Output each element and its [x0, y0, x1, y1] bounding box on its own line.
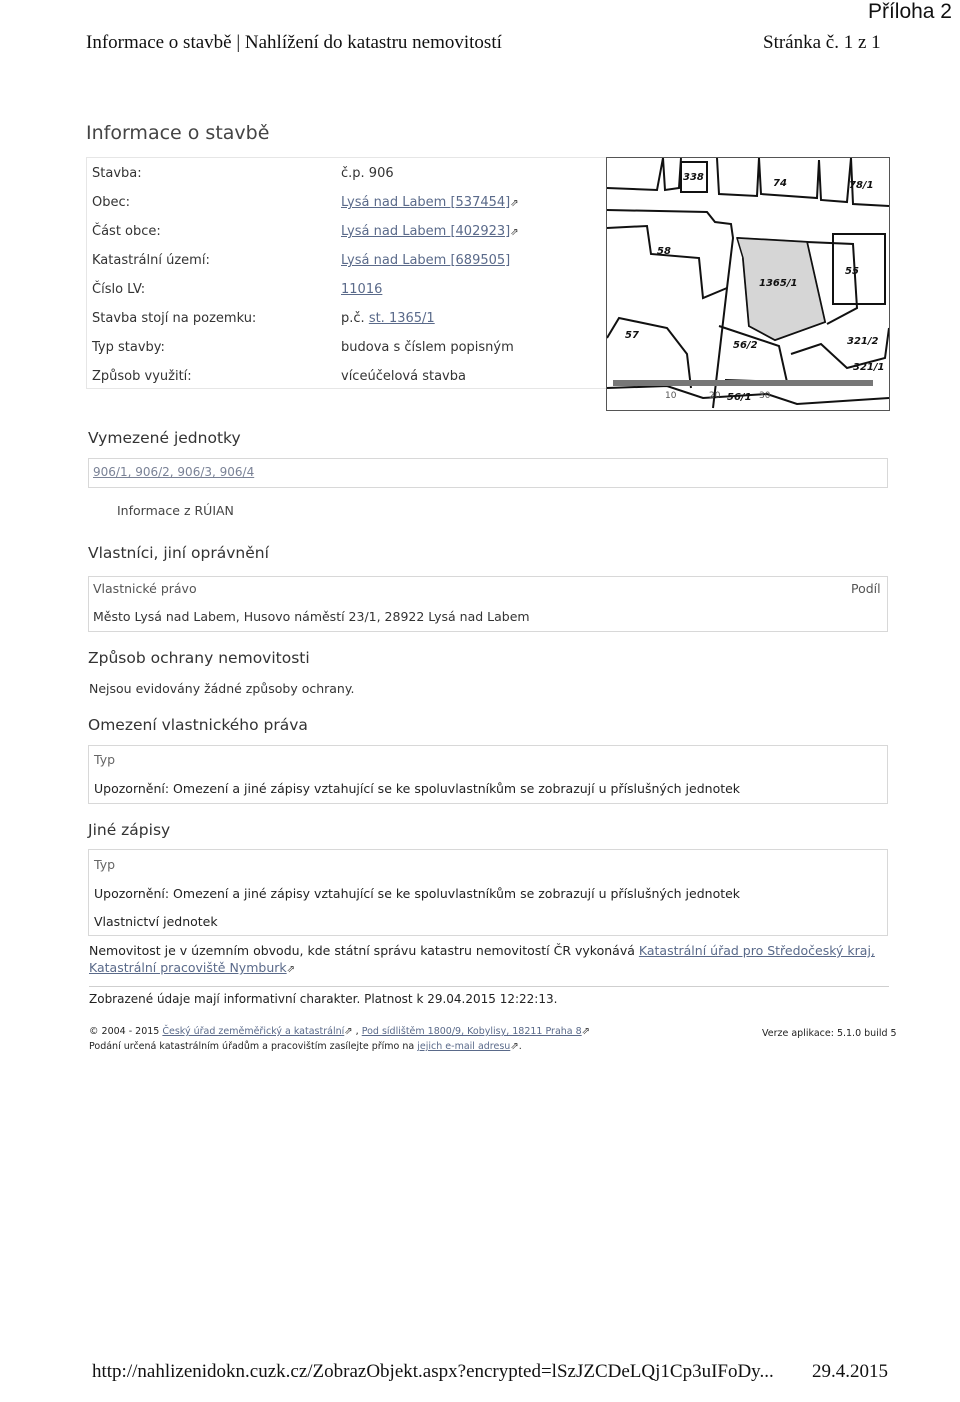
value-usage: víceúčelová stavba	[341, 369, 466, 384]
label-cadastral-area: Katastrální území:	[92, 253, 210, 268]
copyright-prefix: © 2004 - 2015	[89, 1026, 160, 1037]
ruian-link[interactable]: Informace z RÚIAN	[117, 503, 234, 518]
value-municipality-part[interactable]	[341, 224, 519, 239]
cuzk-link[interactable]: Český úřad zeměměřický a katastrální	[162, 1026, 345, 1037]
owner-row: Město Lysá nad Labem, Husovo náměstí 23/1, 28922 Lysá nad Labem	[93, 609, 530, 624]
print-footer-url: http://nahlizenidokn.cuzk.cz/ZobrazObjekt.aspx?encrypted=lSzJZCDeLQj1Cp3uIFoDy...	[92, 1361, 774, 1382]
other-record-row: Vlastnictví jednotek	[94, 914, 218, 929]
label-lv-number: Číslo LV:	[92, 282, 146, 297]
office-note-text: Nemovitost je v územním obvodu, kde státní správu katastru nemovitostí ČR vykonává	[89, 943, 635, 958]
map-label: 338	[683, 172, 704, 183]
restrictions-section-title: Omezení vlastnického práva	[88, 716, 308, 734]
attachment-label: Příloha 2	[867, 0, 952, 23]
value-lv-number[interactable]	[341, 282, 382, 297]
external-link-icon: ⇗	[581, 1026, 591, 1037]
label-usage: Způsob využití:	[92, 369, 192, 384]
map-scale-label: 10	[665, 391, 677, 401]
municipality-link[interactable]: Lysá nad Labem [537454]	[341, 195, 511, 210]
label-municipality-part: Část obce:	[92, 224, 161, 239]
value-municipality[interactable]	[341, 195, 519, 210]
label-parcel: Stavba stojí na pozemku:	[92, 311, 257, 326]
units-list-link[interactable]: 906/1, 906/2, 906/3, 906/4	[93, 465, 255, 479]
divider	[89, 986, 889, 987]
label-building-type: Typ stavby:	[92, 340, 165, 355]
footer-copyright: © 2004 - 2015 Český úřad zeměměřický a katastrální⇗ , Pod sídlištěm 1800/9, Kobylisy, 18211 Praha 8⇗	[89, 1026, 591, 1037]
map-label: 56/2	[733, 340, 758, 351]
validity-note: Zobrazené údaje mají informativní charakter. Platnost k 29.04.2015 12:22:13.	[89, 992, 558, 1006]
print-header-title: Informace o stavbě | Nahlížení do katastru nemovitostí	[86, 32, 502, 53]
footer-submissions: Podání určená katastrálním úřadům a pracovištím zasílejte přímo na jejich e-mail adresu⇗.	[89, 1041, 522, 1052]
value-cadastral-area[interactable]	[341, 253, 510, 268]
other-record-row: Upozornění: Omezení a jiné zápisy vztahující se ke spoluvlastníkům se zobrazují u příslušných jednotek	[94, 886, 741, 901]
address-link[interactable]: Pod sídlištěm 1800/9, Kobylisy, 18211 Praha 8	[361, 1026, 582, 1037]
municipality-part-link[interactable]: Lysá nad Labem [402923]	[341, 224, 511, 239]
map-label: 58	[657, 246, 671, 257]
print-footer-date: 29.4.2015	[812, 1361, 888, 1382]
label-building: Stavba:	[92, 166, 142, 181]
other-records-column-header-type: Typ	[94, 857, 116, 872]
value-building: č.p. 906	[341, 166, 394, 181]
protection-text: Nejsou evidovány žádné způsoby ochrany.	[89, 681, 355, 696]
restriction-row: Upozornění: Omezení a jiné zápisy vztahující se ke spoluvlastníkům se zobrazují u příslušných jednotek	[94, 781, 741, 796]
cadastral-map[interactable]	[606, 157, 890, 411]
map-label: 321/2	[847, 336, 879, 347]
owners-column-header-right: Vlastnické právo	[93, 581, 197, 596]
external-link-icon: ⇗	[344, 1026, 353, 1037]
map-scale-label: 20	[709, 391, 721, 401]
value-building-type: budova s číslem popisným	[341, 340, 514, 355]
app-version: Verze aplikace: 5.1.0 build 5	[762, 1028, 897, 1039]
external-link-icon: ⇗	[510, 1041, 519, 1052]
submit-text: Podání určená katastrálním úřadům a pracovištím zasílejte přímo na	[89, 1041, 415, 1052]
map-label: 1365/1	[759, 278, 798, 289]
map-label: 57	[625, 330, 639, 341]
cadastral-map-drawing	[607, 158, 889, 410]
protection-section-title: Způsob ochrany nemovitosti	[88, 649, 310, 667]
lv-number-link[interactable]: 11016	[341, 282, 383, 297]
external-link-icon: ⇗	[286, 964, 296, 975]
office-link[interactable]: Katastrální úřad pro Středočeský kraj, Katastrální pracoviště Nymburk	[89, 943, 875, 975]
parcel-link[interactable]: st. 1365/1	[368, 311, 435, 326]
office-note	[89, 942, 889, 978]
owners-column-header-share: Podíl	[851, 581, 881, 596]
other-records-section-title: Jiné zápisy	[88, 821, 171, 839]
page-title: Informace o stavbě	[86, 122, 270, 144]
map-label: 74	[773, 178, 787, 189]
cadastral-area-link[interactable]: Lysá nad Labem [689505]	[341, 253, 511, 268]
map-label: 56/1	[727, 392, 752, 403]
external-link-icon: ⇗	[510, 198, 519, 209]
external-link-icon: ⇗	[510, 227, 519, 238]
value-parcel[interactable]	[341, 311, 435, 326]
map-scale-label: 30	[759, 391, 771, 401]
label-municipality: Obec:	[92, 195, 131, 210]
map-label: 321/1	[853, 362, 885, 373]
map-label: 78/1	[849, 180, 874, 191]
print-header-page-number: Stránka č. 1 z 1	[763, 32, 881, 53]
restrictions-column-header-type: Typ	[94, 752, 116, 767]
owners-section-title: Vlastníci, jiní oprávnění	[88, 544, 269, 562]
email-link[interactable]: jejich e-mail adresu	[417, 1041, 511, 1052]
units-section-title: Vymezené jednotky	[88, 429, 241, 447]
map-label: 55	[845, 266, 859, 277]
parcel-prefix: p.č.	[341, 311, 365, 326]
